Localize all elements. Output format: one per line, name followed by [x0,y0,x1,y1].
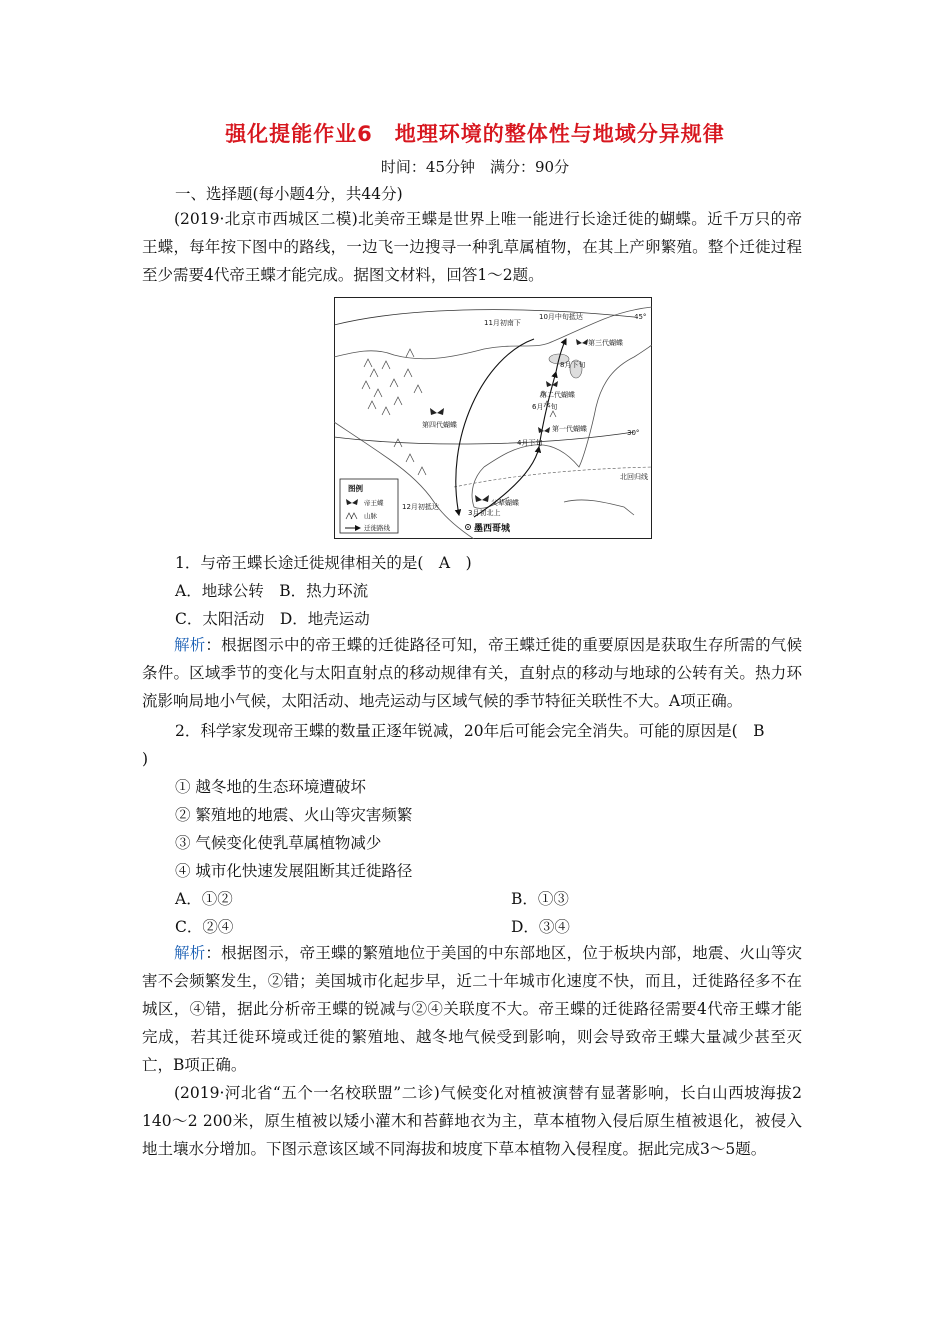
question-2-stem-end: ) [142,750,149,768]
analysis-text: ：根据图示，帝王蝶的繁殖地位于美国的中东部地区，位于板块内部，地震、火山等灾害不会频繁发生，②错；美国城市化起步早，近二十年城市化速度不快，而且，迁徙路径多不在城区，④错，据此分析帝王蝶的锐减与②④关联度不大。帝王蝶的迁徙路径需要4代帝王蝶才能完成，若其迁徙环境或迁徙的繁殖地、越冬地气候受到影响，则会导致帝王蝶大量减少甚至灭亡，B项正确。 [142,944,802,1074]
map-label-aug: 8月下旬 [560,361,586,369]
map-label-dec: 12月初抵达 [402,503,439,511]
question-2-analysis [142,939,802,1079]
map-label-oct: 10月中旬抵达 [539,313,583,321]
monarch-migration-map [334,297,652,539]
legend-mountain-label: 山脉 [364,512,377,520]
passage-2: (2019·河北省“五个一名校联盟”二诊)气候变化对植被演替有显著影响，长白山西坡海拔2 140～2 200米，原生植被以矮小灌木和苔藓地衣为主，草本植物入侵后原生植被退化，被侵入地土壤水分增加。下图示意该区域不同海拔和坡度下草本植物入侵程度。据此完成3～5题。 [142,1084,802,1158]
question-1-options-cd: C．太阳活动 D．地壳运动 [175,610,370,628]
analysis-text: ：根据图示中的帝王蝶的迁徙路径可知，帝王蝶迁徙的重要原因是获取生存所需的气候条件。区域季节的变化与太阳直射点的移动规律有关，直射点的移动与地球的公转有关。热力环流影响局地小气候，太阳活动、地壳运动与区域气候的季节特征关联性不大。A项正确。 [142,636,802,710]
question-2-option-c: C．②④ [175,918,234,936]
map-label-tropic: 北回归线 [620,473,648,481]
question-1-analysis [142,631,802,715]
legend-title: 图例 [348,484,363,493]
map-label-lat30: 30° [627,429,640,437]
map-label-lat45: 45° [634,313,647,321]
map-label-mexico-city: 墨西哥城 [474,524,511,534]
question-2-item-1: ① 越冬地的生态环境遭破坏 [175,778,366,796]
map-label-fourth-gen: 第四代蝴蝶 [422,421,457,429]
section-heading: 一、选择题(每小题4分，共44分) [175,185,403,203]
question-2-option-a: A．①② [175,890,233,908]
time-score-info: 时间：45分钟 满分：90分 [380,158,570,176]
map-legend [340,479,398,533]
map-label-apr: 4月下旬 [517,439,543,447]
legend-route-label: 迁徙路线 [364,524,390,532]
map-label-mar: 3月初北上 [468,509,501,517]
question-2-option-d: D．③④ [511,918,570,936]
map-label-second-gen: 第二代蝴蝶 [540,391,575,399]
map-label-parents: 父辈蝴蝶 [491,499,519,507]
question-2-item-4: ④ 城市化快速发展阻断其迁徙路径 [175,862,413,880]
analysis-label: 解析 [174,636,206,654]
analysis-label: 解析 [174,944,206,962]
question-2-option-b: B．①③ [511,890,569,908]
map-label-jun: 6月下旬 [532,403,558,411]
legend-butterfly-label: 帝王蝶 [364,499,384,507]
map-label-nov: 11月初南下 [484,319,521,327]
page-title: 强化提能作业6 地理环境的整体性与地域分异规律 [225,122,725,146]
question-2-stem: 2．科学家发现帝王蝶的数量正逐年锐减，20年后可能会完全消失。可能的原因是( B [175,722,765,740]
passage-1: (2019·北京市西城区二模)北美帝王蝶是世界上唯一能进行长途迁徙的蝴蝶。近千万只的帝王蝶，每年按下图中的路线，一边飞一边搜寻一种乳草属植物，在其上产卵繁殖。整个迁徙过程至少需要4代帝王蝶才能完成。据图文材料，回答1～2题。 [142,210,802,284]
map-label-third-gen: 第三代蝴蝶 [588,339,623,347]
question-1-stem: 1．与帝王蝶长途迁徙规律相关的是( A ) [175,554,472,572]
question-2-item-3: ③ 气候变化使乳草属植物减少 [175,834,382,852]
question-1-options-ab: A．地球公转 B．热力环流 [175,582,369,600]
question-2-item-2: ② 繁殖地的地震、火山等灾害频繁 [175,806,413,824]
map-label-first-gen: 第一代蝴蝶 [552,425,587,433]
